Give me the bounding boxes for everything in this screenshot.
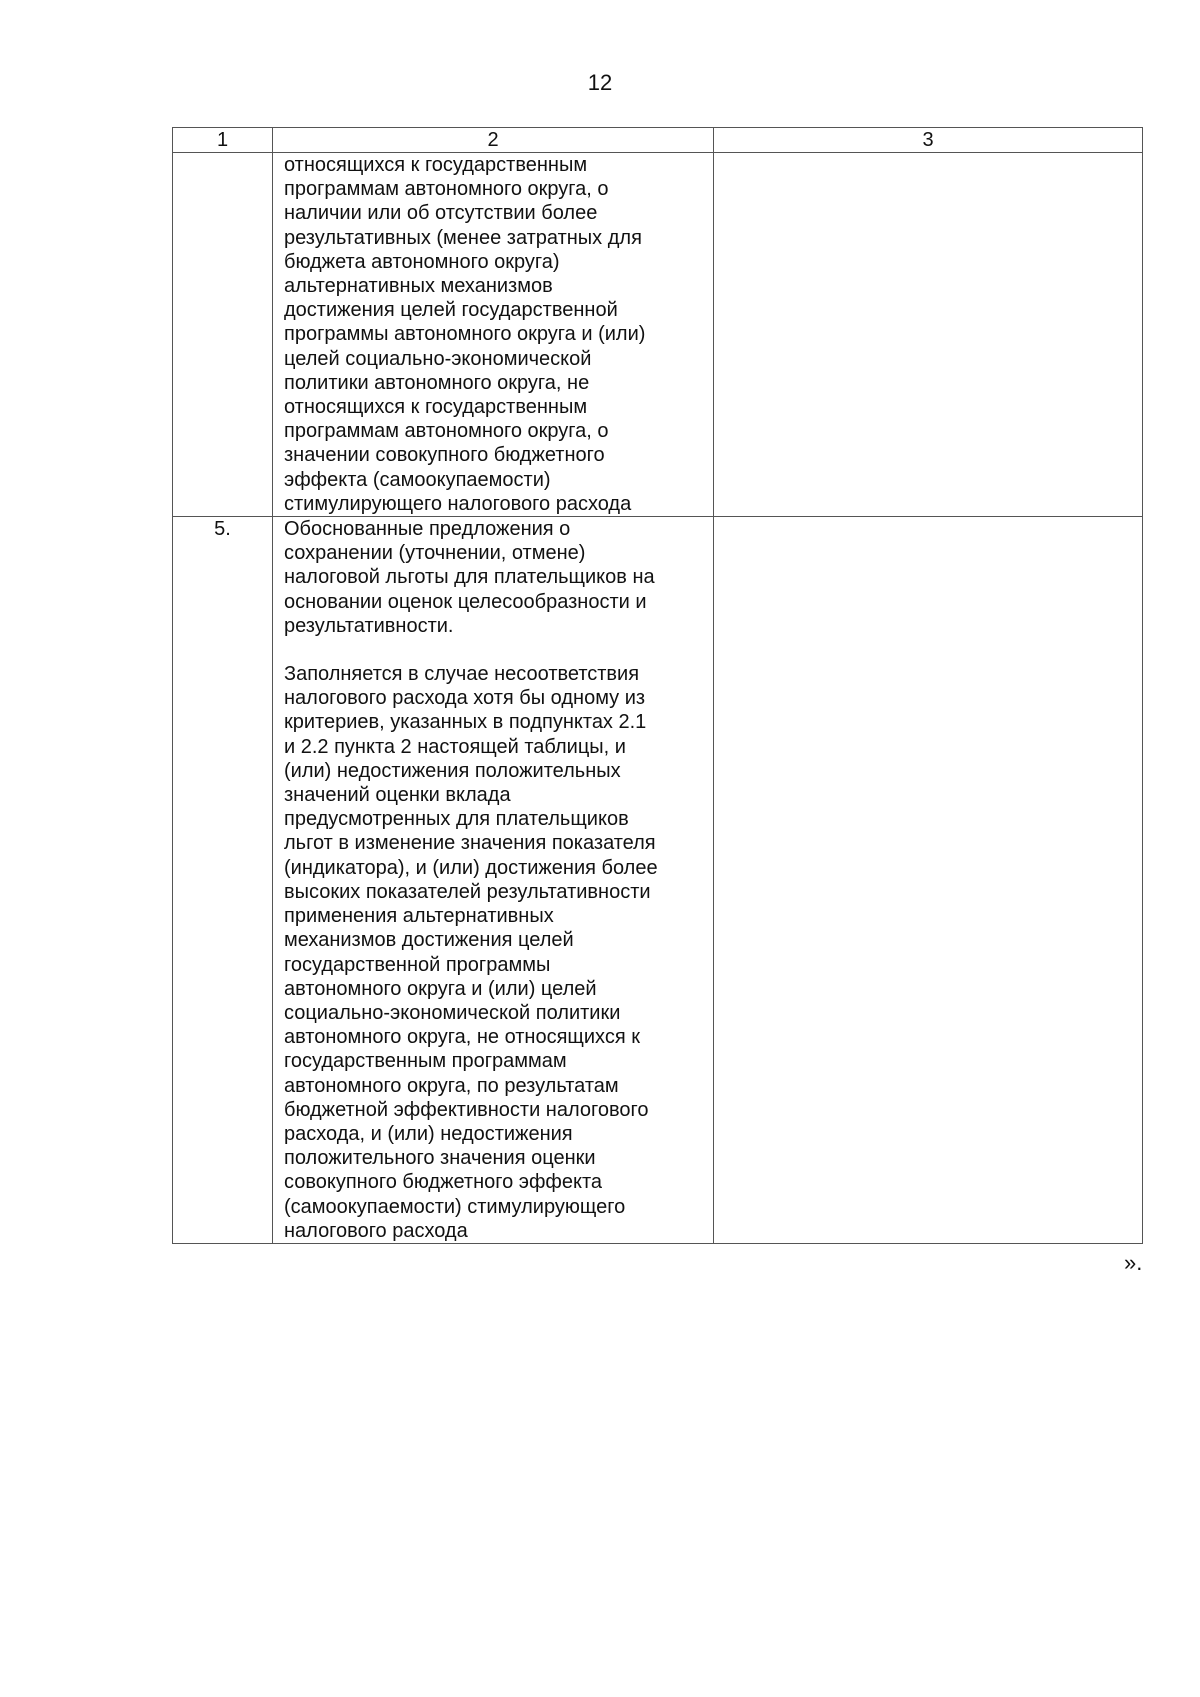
- table-row: [173, 517, 1143, 1244]
- page-number: 12: [587, 70, 613, 95]
- row-number-cell: 5.: [173, 517, 273, 1244]
- row-text-paragraph: относящихся к государственным программам автономного округа, о наличии или об отсутствии более результативных (менее затратных для бюджета автономного округа) альтернативных механизмов достижения целей государственной программы автономного округа и (или) целей социально-экономической политики автономного округа, не относящихся к государственным программам автономного округа, о значении совокупного бюджетного эффекта (самоокупаемости) стимулирующего налогового расхода: [284, 154, 646, 515]
- document-table: [172, 127, 1143, 1244]
- closing-quote-mark: ».: [1124, 1250, 1143, 1275]
- paragraph-gap: [284, 638, 707, 662]
- table-header-row: [173, 128, 1143, 153]
- row-text-paragraph: Заполняется в случае несоответствия налогового расхода хотя бы одному из критериев, указанных в подпунктах 2.1 и 2.2 пункта 2 настоящей таблицы, и (или) недостижения положительных значений оценки вклада предусмотренных для плательщиков льгот в изменение значения показателя (индикатора), и (или) достижения более высоких показателей результативности применения альтернативных механизмов достижения целей государственной программы автономного округа и (или) целей социально-экономической политики автономного округа, не относящихся к государственным программам автономного округа, по результатам бюджетной эффективности налогового расхода, и (или) недостижения положительного значения оценки совокупного бюджетного эффекта (самоокупаемости) стимулирующего налогового расхода: [284, 663, 658, 1242]
- row-column3-cell: [714, 153, 1143, 517]
- column-header-2: 2: [273, 128, 714, 153]
- column-header-1: 1: [173, 128, 273, 153]
- row-text-cell: [273, 153, 714, 517]
- table-row: [173, 153, 1143, 517]
- row-column3-cell: [714, 517, 1143, 1244]
- row-number-cell: [173, 153, 273, 517]
- row-text-paragraph: Обоснованные предложения о сохранении (уточнении, отмене) налоговой льготы для плательщиков на основании оценок целесообразности и результативности.: [284, 518, 655, 637]
- row-text-cell: [273, 517, 714, 1244]
- column-header-3: 3: [714, 128, 1143, 153]
